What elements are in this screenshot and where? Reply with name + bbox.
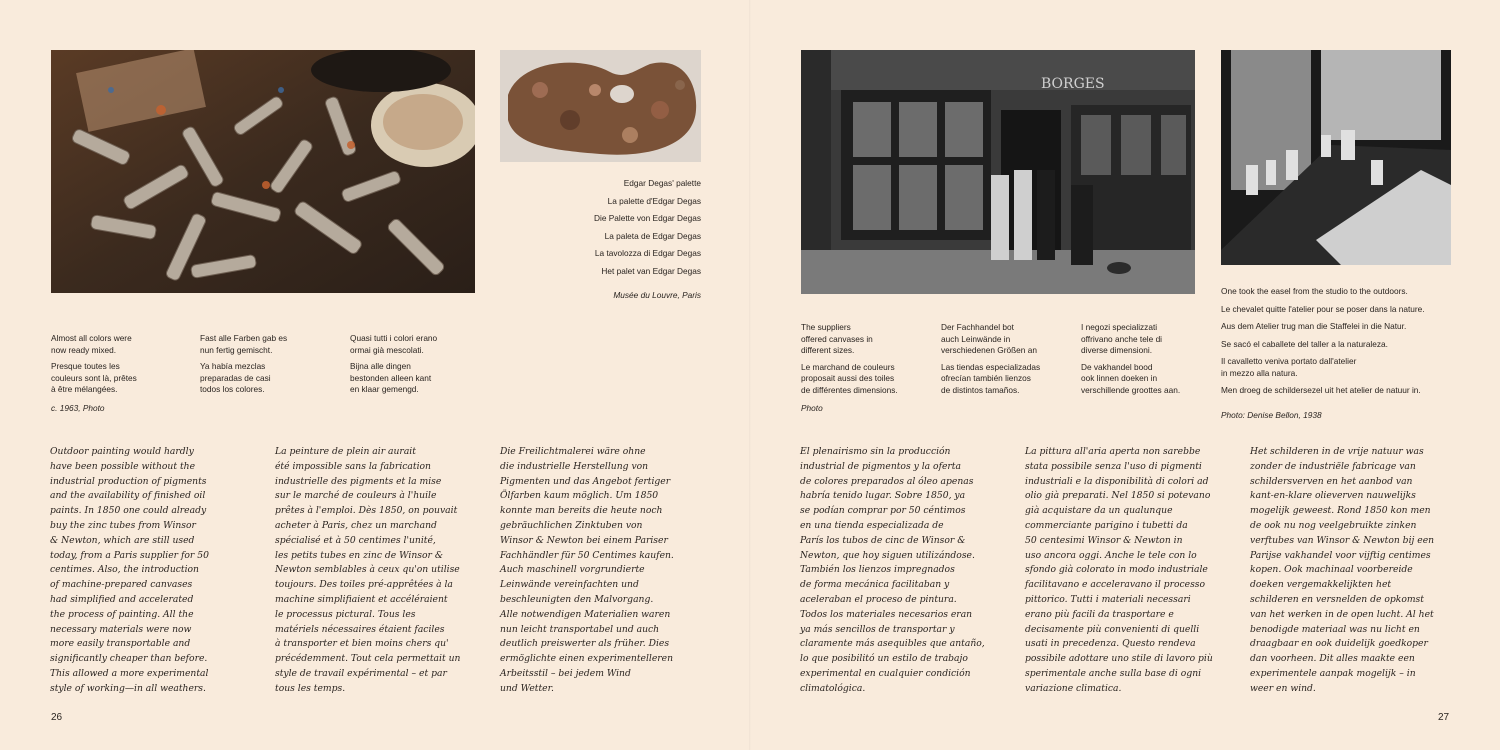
caption-text: The suppliers offered canvases in different sizes. (801, 322, 873, 355)
studio-caption-line: Se sacó el caballete del taller a la naturaleza. (1221, 338, 1388, 349)
shop-sign-text: BORGES (1041, 76, 1105, 92)
palette-caption-line: Edgar Degas' palette (623, 178, 701, 188)
shop-caption-col2 (941, 322, 1076, 401)
page-number-left: 26 (51, 712, 63, 723)
degas-palette-photo (500, 50, 701, 162)
body-text-german: Die Freilichtmalerei wäre ohne die industrielle Herstellung von Pigmenten und das Angebot fertiger Ölfarben kaum möglich. Um 1850 konnte man bereits die heute noch gebräuchlichen Zinktuben von Winsor & Newton bei einem Pariser Fachhändler für 50 Centimes kaufen. Auch maschinell vorgrundierte Leinwände vereinfachten und beschleunigten den Malvorgang. Alle notwendigen Materialien waren nun leicht transportabel und auch deutlich preiswerter als früher. Dies ermöglichte einen experimentelleren Arbeitsstil – bei jedem Wind und Wetter. (500, 446, 674, 694)
palette-caption (520, 175, 701, 305)
caption-text: Las tiendas especializadas ofrecían también lienzos de distintos tamaños. (941, 361, 1041, 395)
palette-caption-line: Die Palette von Edgar Degas (593, 213, 701, 223)
caption-text: Quasi tutti i colori erano ormai già mescolati. (350, 333, 438, 355)
shop-caption-col3 (1081, 322, 1216, 401)
studio-credit: Photo: Denise Bellon, 1938 (1221, 409, 1322, 420)
caption-text: Der Fachhandel bot auch Leinwände in verschiedenen Größen an (941, 322, 1037, 355)
book-gutter (749, 0, 751, 750)
palette-credit: Musée du Louvre, Paris (613, 290, 701, 300)
body-text-english: Outdoor painting would hardly have been possible without the industrial production of pigments and the availability of finished oil paints. In 1850 one could already buy the zinc tubes from Winsor & Newton, which are still used today, from a Paris supplier for 50 centimes. Also, the introduction of machine-prepared canvases had simplified and accelerated the process of painting. All the necessary materials were now more easily transportable and significantly cheaper than before. This allowed a more experimental style of working—in all weathers. (50, 446, 209, 694)
paint-shop-photo (801, 50, 1195, 294)
tubes-credit: c. 1963, Photo (51, 402, 105, 413)
tubes-caption-col1 (51, 333, 191, 419)
body-text-french: La peinture de plein air aurait été impossible sans la fabrication industrielle des pigments et la mise sur le marché de couleurs à l'huile prêtes à l'emploi. Dès 1850, on pouvait acheter à Paris, chez un marchand spécialisé et à 50 centimes l'unité, les petits tubes en zinc de Winsor & Newton semblables à ceux qu'on utilise toujours. Des toiles pré-apprêtées à la machine simplifiaient et accéléraient le processus pictural. Tous les matériels nécessaires étaient faciles à transporter et bien moins chers qu' précédemment. Tout cela permettait un style de travail expérimental – et par tous les temps. (275, 446, 461, 694)
palette-caption-line: La paleta de Edgar Degas (604, 230, 701, 241)
body-text-dutch: Het schilderen in de vrije natuur was zonder de industriële fabricage van schildersverven en het aanbod van kant-en-klare olieverven nauwelijks mogelijk geweest. Rond 1850 kon men de ook nu nog veelgebruikte zinken verftubes van Winsor & Newton bij een Parijse vakhandel voor vijftig centimes kopen. Ook machinaal voorbereide doeken vergemakkelijkten het schilderen en versnelden de opkomst van het werken in de open lucht. Al het benodigde materiaal was nu licht en draagbaar en ook duidelijk goedkoper dan voorheen. Dit alles maakte een experimentele aanpak mogelijk – in weer en wind. (1250, 446, 1435, 694)
studio-caption-line: Le chevalet quitte l'atelier pour se poser dans la nature. (1221, 303, 1425, 314)
shop-credit: Photo (801, 403, 823, 413)
caption-text: Ya había mezclas preparadas de casi todos los colores. (200, 361, 271, 394)
caption-text: Presque toutes les couleurs sont là, prêtes à être mélangées. (51, 361, 137, 394)
caption-text: Almost all colors were now ready mixed. (51, 333, 132, 355)
tubes-caption-col2 (200, 333, 340, 401)
palette-caption-line: La tavolozza di Edgar Degas (594, 248, 701, 258)
caption-text: I negozi specializzati offrivano anche tele di diverse dimensioni. (1081, 322, 1163, 355)
studio-caption-line: Aus dem Atelier trug man die Staffelei in die Natur. (1221, 321, 1407, 331)
palette-caption-line: Het palet van Edgar Degas (601, 265, 701, 276)
paint-tubes-photo (51, 50, 475, 293)
tubes-caption-col3 (350, 333, 490, 401)
caption-text: Le marchand de couleurs proposait aussi des toiles de différentes dimensions. (801, 361, 898, 395)
page-number-right: 27 (1438, 712, 1450, 723)
body-text-spanish: El plenairismo sin la producción industrial de pigmentos y la oferta de colores preparados al óleo apenas habría tenido lugar. Sobre 1850, ya se podían comprar por 50 céntimos en una tienda especializada de París los tubos de cinc de Winsor & Newton, que hoy siguen utilizándose. También los lienzos impregnados de forma mecánica facilitaban y aceleraban el proceso de pintura. Todos los materiales necesarios eran ya más sencillos de transportar y claramente más asequibles que antaño, lo que posibilitó un estilo de trabajo experimental en cualquier condición climatológica. (800, 446, 985, 694)
caption-text: De vakhandel bood ook linnen doeken in verschillende groottes aan. (1081, 361, 1181, 395)
body-text-italian: La pittura all'aria aperta non sarebbe stata possibile senza l'uso di pigmenti industriali e la disponibilità di colori ad olio già preparati. Nel 1850 si potevano già acquistare da un qualunque commerciante parigino i tubetti da 50 centesimi Winsor & Newton in uso ancora oggi. Anche le tele con lo sfondo già colorato in modo industriale facilitavano e acceleravano il processo pittorico. Tutti i materiali necessari erano più facili da trasportare e decisamente più convenienti di quelli usati in precedenza. Questo rendeva possibile adottare uno stile di lavoro più sperimentale anche sulla base di ogni variazione climatica. (1025, 446, 1213, 694)
studio-caption-line: Il cavalletto veniva portato dall'atelier in mezzo alla natura. (1221, 356, 1357, 378)
palette-caption-line: La palette d'Edgar Degas (607, 195, 701, 206)
studio-window-photo (1221, 50, 1451, 265)
studio-caption (1221, 283, 1461, 424)
studio-caption-line: Men droeg de schildersezel uit het atelier de natuur in. (1221, 385, 1421, 395)
studio-caption-line: One took the easel from the studio to the outdoors. (1221, 286, 1408, 296)
caption-text: Bijna alle dingen bestonden alleen kant en klaar gemengd. (350, 361, 432, 394)
shop-caption-col1 (801, 322, 936, 420)
caption-text: Fast alle Farben gab es nun fertig gemischt. (200, 333, 288, 355)
